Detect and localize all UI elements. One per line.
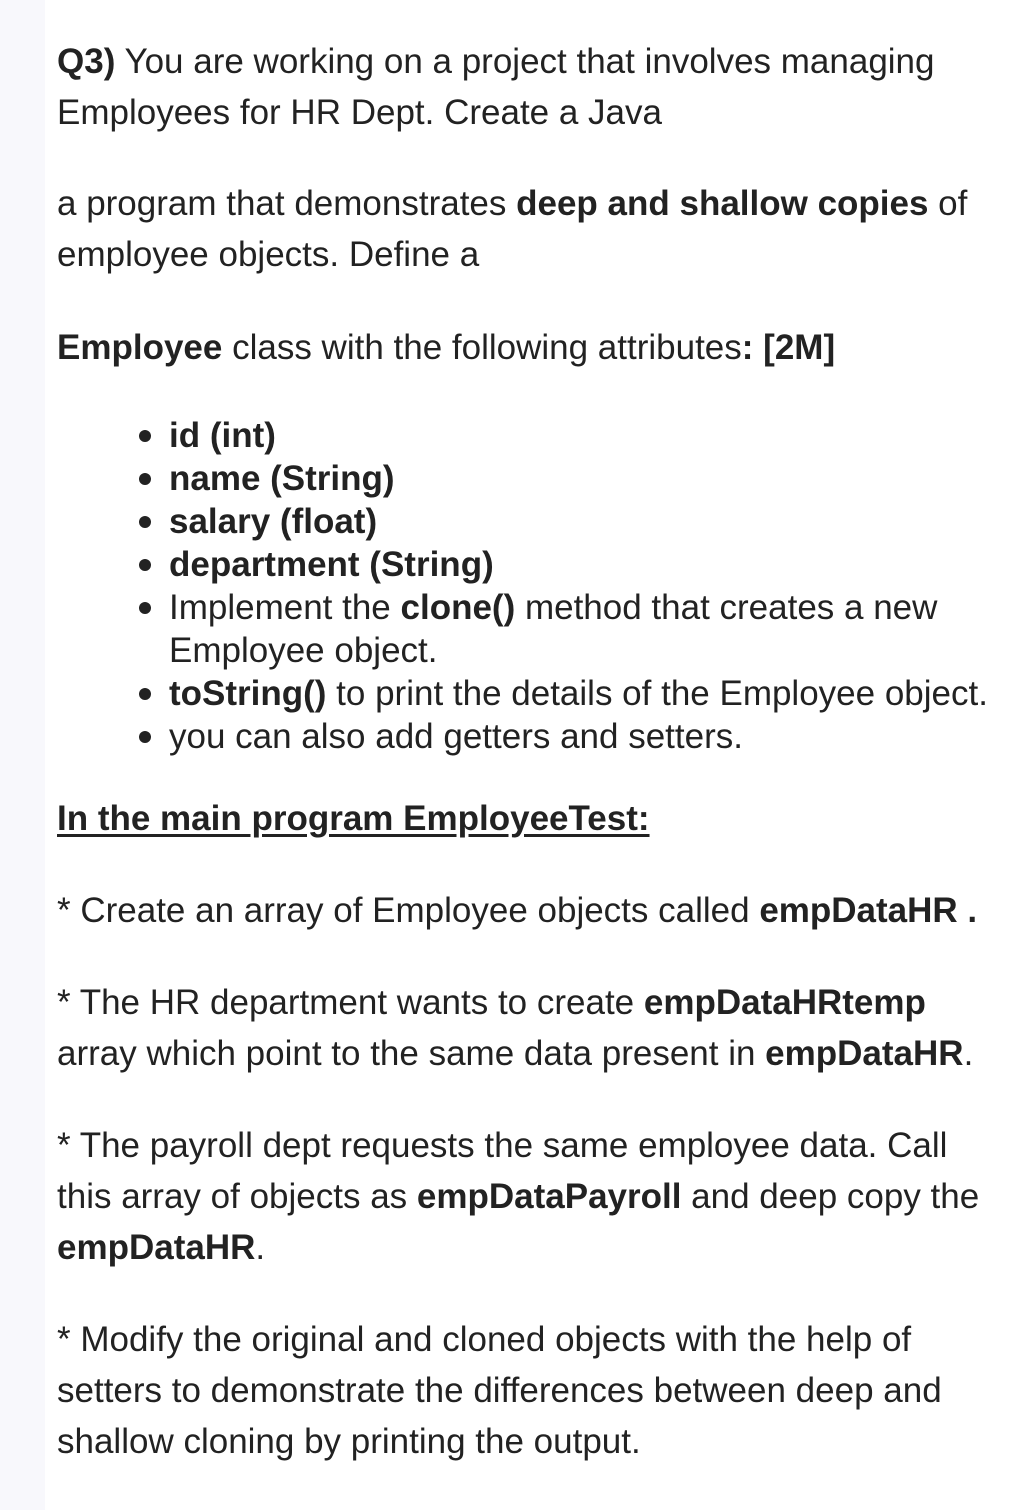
task-3-text: this array of objects as	[57, 1177, 417, 1216]
task-3-period: .	[255, 1228, 266, 1267]
clone-text-line-2: Employee object.	[169, 631, 438, 670]
intro-line-1: You are working on a project that involves managing	[115, 42, 935, 81]
task-2-source-array: empDataHR	[765, 1034, 964, 1073]
tostring-method: toString()	[169, 674, 327, 713]
getters-text: you can also add getters and setters.	[169, 717, 743, 756]
tostring-text: to print the details of the Employee object.	[326, 674, 988, 713]
clone-text: Implement the	[169, 588, 401, 627]
task-create-array	[57, 885, 1027, 936]
clone-text-end: method that creates a new	[515, 588, 938, 627]
list-item-tostring	[169, 672, 988, 715]
bullet-icon	[139, 559, 151, 571]
task-2-period: .	[963, 1034, 974, 1073]
attribute-list	[169, 414, 988, 758]
marks-badge: [2M]	[753, 328, 836, 367]
attribute-name: name (String)	[169, 459, 395, 498]
employee-class-name: Employee	[57, 328, 223, 367]
bullet-icon	[139, 516, 151, 528]
intro-line-2: Employees for HR Dept. Create a Java	[57, 93, 662, 132]
task-deep-copy	[57, 1120, 1027, 1273]
task-1-array-name: empDataHR .	[759, 891, 978, 930]
task-3-array-name: empDataPayroll	[416, 1177, 682, 1216]
bullet-icon	[139, 473, 151, 485]
list-item-getters	[169, 715, 988, 758]
document-page	[45, 0, 1035, 1510]
employee-class-line	[57, 322, 1027, 373]
list-item-name	[169, 457, 988, 500]
task-3-line-1: * The payroll dept requests the same employee data. Call	[57, 1126, 948, 1165]
bullet-icon	[139, 731, 151, 743]
task-4-line-3: shallow cloning by printing the output.	[57, 1422, 641, 1461]
attribute-id: id (int)	[169, 416, 276, 455]
task-2-array-name: empDataHRtemp	[643, 983, 926, 1022]
task-2-text: * The HR department wants to create	[57, 983, 644, 1022]
bullet-icon	[139, 602, 151, 614]
program-description-text-end: of	[928, 184, 968, 223]
deep-shallow-emphasis: deep and shallow copies	[516, 184, 929, 223]
list-item-department	[169, 543, 988, 586]
question-intro	[57, 36, 1027, 138]
task-4-line-2: setters to demonstrate the differences between deep and	[57, 1371, 942, 1410]
program-description-line-2: employee objects. Define a	[57, 235, 480, 274]
list-item-id	[169, 414, 988, 457]
list-item-clone	[169, 586, 988, 672]
task-2-text-line-2: array which point to the same data present in	[57, 1034, 766, 1073]
task-3-source-array: empDataHR	[57, 1228, 256, 1267]
main-program-heading: In the main program EmployeeTest:	[57, 799, 650, 838]
task-shallow-copy	[57, 977, 1027, 1079]
clone-method: clone()	[400, 588, 516, 627]
program-description	[57, 178, 1027, 280]
attribute-salary: salary (float)	[169, 502, 378, 541]
employee-class-text: class with the following attributes	[222, 328, 742, 367]
list-item-salary	[169, 500, 988, 543]
question-label: Q3)	[57, 42, 116, 81]
task-3-text-end: and deep copy the	[681, 1177, 980, 1216]
task-modify-objects	[57, 1314, 1027, 1467]
task-1-text: * Create an array of Employee objects called	[57, 891, 760, 930]
program-description-text: a program that demonstrates	[57, 184, 517, 223]
task-4-line-1: * Modify the original and cloned objects with the help of	[57, 1320, 912, 1359]
bullet-icon	[139, 688, 151, 700]
attribute-department: department (String)	[169, 545, 494, 584]
colon: :	[741, 328, 754, 367]
bullet-icon	[139, 430, 151, 442]
